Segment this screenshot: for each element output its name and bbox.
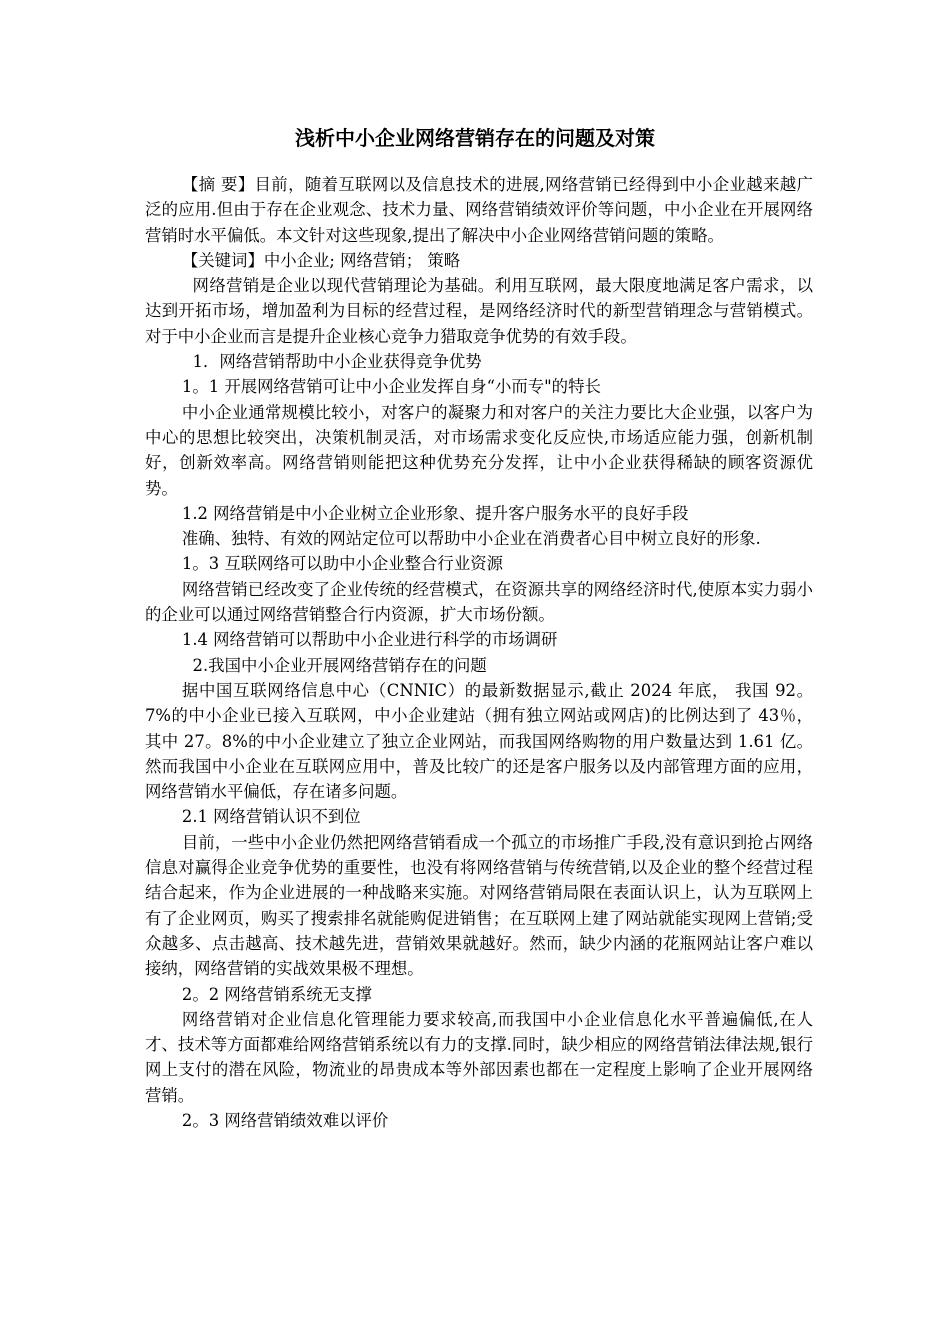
keywords-paragraph: 【关键词】中小企业; 网络营销； 策略	[181, 250, 461, 270]
body-paragraph: 目前，一些中小企业仍然把网络营销看成一个孤立的市场推广手段,没有意识到抢占网络信息对赢得企业竞争优势的重要性，也没有将网络营销与传统营销,以及企业的整个经营过程结合起来，作为企业进展的一种战略来实施。对网络营销局限在表面认识上，认为互联网上有了企业网页，购买了搜索排名就能购促进销售；在互联网上建了网站就能实现网上营销;受众越多、点击越高、技术越先进，营销效果就越好。然而，缺少内涵的花瓶网站让客户难以接纳，网络营销的实战效果极不理想。	[145, 832, 813, 979]
body-paragraph: 中小企业通常规模比较小，对客户的凝聚力和对客户的关注力要比大企业强，以客户为中心的思想比较突出，决策机制灵活，对市场需求变化反应快,市场适应能力强，创新机制好，创新效率高。网络营销则能把这种优势充分发挥，让中小企业获得稀缺的顾客资源优势。	[145, 402, 813, 498]
subsection-heading-2-1: 2.1 网络营销认识不到位	[181, 807, 361, 827]
intro-paragraph: 网络营销是企业以现代营销理论为基础。利用互联网，最大限度地满足客户需求，以达到开拓市场，增加盈利为目标的经营过程，是网络经济时代的新型营销理念与营销模式。对于中小企业而言是提升企业核心竞争力猎取竞争优势的有效手段。	[145, 276, 813, 346]
subsection-heading-1-1: 1。1 开展网络营销可让中小企业发挥自身“小而专"的特长	[181, 377, 601, 397]
body-paragraph: 网络营销已经改变了企业传统的经营模式，在资源共享的网络经济时代,使原本实力弱小的企业可以通过网络营销整合行内资源，扩大市场份额。	[145, 579, 813, 625]
document-title: 浅析中小企业网络营销存在的问题及对策	[295, 126, 655, 150]
subsection-heading-1-2: 1.2 网络营销是中小企业树立企业形象、提升客户服务水平的良好手段	[181, 503, 689, 523]
subsection-heading-1-4: 1.4 网络营销可以帮助中小企业进行科学的市场调研	[181, 630, 558, 650]
body-paragraph: 据中国互联网络信息中心（CNNIC）的最新数据显示,截止 2024 年底， 我国 92。7%的中小企业已接入互联网，中小企业建站（拥有独立网站或网店)的比例达到了 43％， 其中 27。8%的中小企业建立了独立企业网站，而我国网络购物的用户数量达到 1.61 亿。然而我国中小企业在互联网应用中，普及比较广的还是客户服务以及内部管理方面的应用，网络营销水平偏低，存在诸多问题。	[145, 680, 813, 802]
section-heading-1: 1．网络营销帮助中小企业获得竞争优势	[192, 352, 482, 372]
subsection-heading-2-3: 2。3 网络营销绩效难以评价	[181, 1110, 389, 1130]
section-heading-2: 2.我国中小企业开展网络营销存在的问题	[192, 655, 487, 675]
document-body	[145, 172, 813, 1133]
body-paragraph: 网络营销对企业信息化管理能力要求较高,而我国中小企业信息化水平普遍偏低,在人才、技术等方面都难给网络营销系统以有力的支撑.同时，缺少相应的网络营销法律法规,银行网上支付的潜在风险，物流业的昂贵成本等外部因素也都在一定程度上影响了企业开展网络营销。	[145, 1009, 813, 1105]
subsection-heading-2-2: 2。2 网络营销系统无支撑	[181, 984, 372, 1004]
body-paragraph: 准确、独特、有效的网站定位可以帮助中小企业在消费者心目中树立良好的形象.	[181, 529, 761, 549]
subsection-heading-1-3: 1。3 互联网络可以助中小企业整合行业资源	[181, 554, 503, 574]
abstract-paragraph: 【摘 要】目前，随着互联网以及信息技术的进展,网络营销已经得到中小企业越来越广泛的应用.但由于存在企业观念、技术力量、网络营销绩效评价等问题，中小企业在开展网络营销时水平偏低。本文针对这些现象,提出了解决中小企业网络营销问题的策略。	[145, 175, 813, 245]
